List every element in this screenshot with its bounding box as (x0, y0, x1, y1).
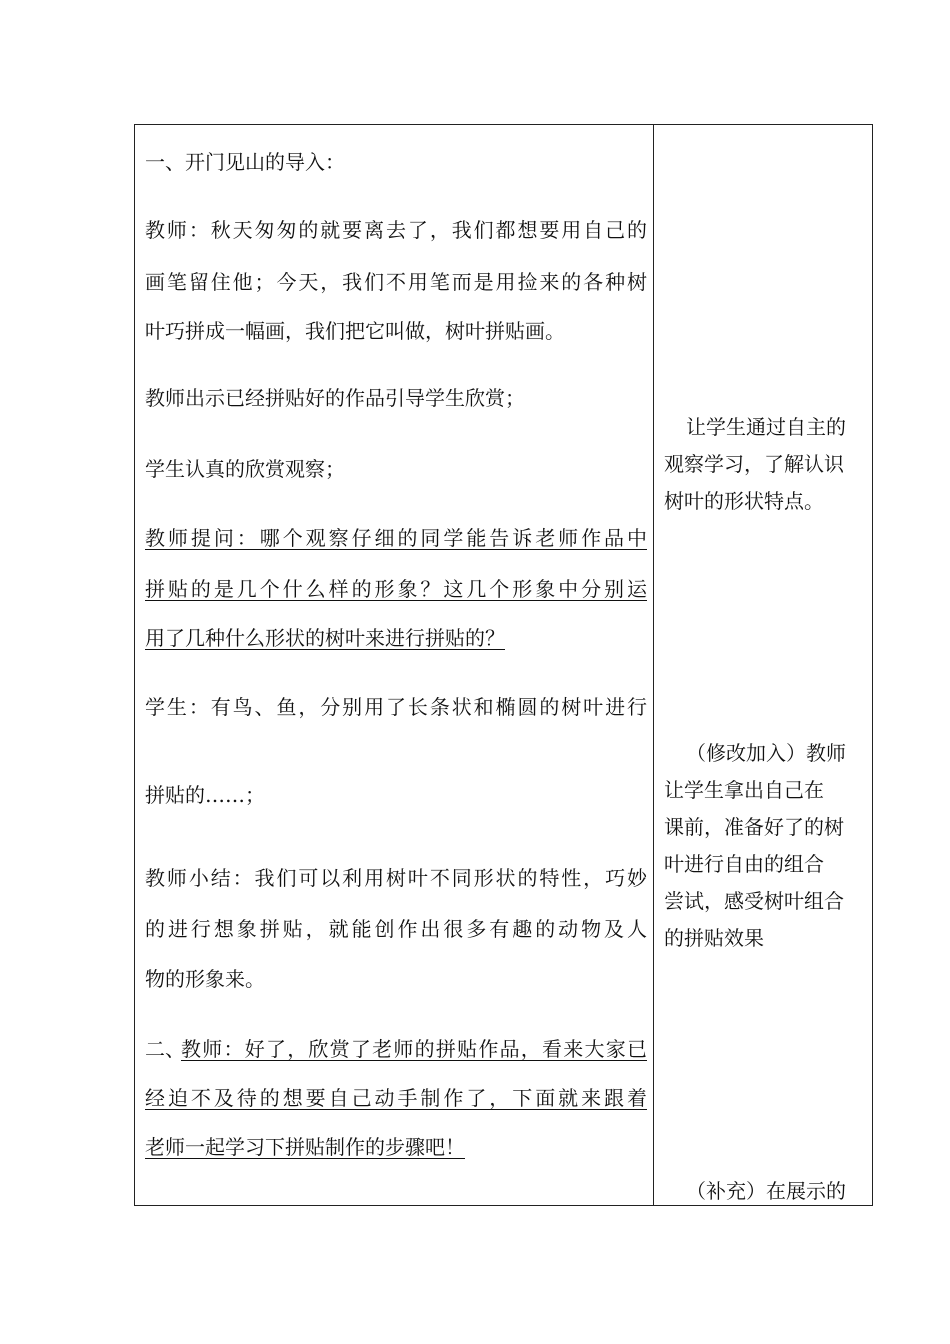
paragraph-line: 叶巧拼成一幅画，我们把它叫做，树叶拼贴画。 (145, 319, 565, 343)
teacher-transition-line: 教师：好了，欣赏了老师的拼贴作品，看来大家已 (181, 1037, 647, 1061)
paragraph-line: 教师出示已经拼贴好的作品引导学生欣赏； (145, 386, 525, 410)
note-line: （补充）在展示的 (686, 1179, 846, 1203)
note-line: 尝试，感受树叶组合 (664, 889, 844, 913)
column-divider (653, 124, 654, 1206)
note-line: 的拼贴效果 (664, 926, 764, 950)
paragraph-line: 画笔留住他；今天，我们不用笔而是用捡来的各种树 (145, 270, 647, 294)
paragraph-line: 教师小结：我们可以利用树叶不同形状的特性，巧妙 (145, 866, 647, 890)
note-line: 让学生通过自主的 (686, 415, 846, 439)
teacher-question-line: 教师提问：哪个观察仔细的同学能告诉老师作品中 (145, 526, 647, 550)
teacher-question-line: 拼贴的是几个什么样的形象？这几个形象中分别运 (145, 577, 647, 601)
paragraph-line: 拼贴的……； (145, 783, 265, 807)
paragraph-line: 的进行想象拼贴，就能创作出很多有趣的动物及人 (145, 917, 647, 941)
teacher-transition-line: 经迫不及待的想要自己动手制作了，下面就来跟着 (145, 1086, 647, 1110)
paragraph-line: 学生认真的欣赏观察； (145, 457, 345, 481)
note-line: 观察学习，了解认识 (664, 452, 844, 476)
note-line: 课前，准备好了的树 (664, 815, 844, 839)
note-line: 叶进行自由的组合 (664, 852, 824, 876)
teacher-transition-line: 老师一起学习下拼贴制作的步骤吧！ (145, 1135, 465, 1159)
note-line: （修改加入）教师 (686, 741, 846, 765)
paragraph-line: 学生：有鸟、鱼，分别用了长条状和椭圆的树叶进行 (145, 695, 647, 719)
note-line: 让学生拿出自己在 (664, 778, 824, 802)
section-heading-intro: 一、开门见山的导入： (145, 150, 345, 174)
teacher-question-line: 用了几种什么形状的树叶来进行拼贴的？ (145, 626, 505, 650)
section-number-two: 二、 (145, 1037, 185, 1061)
note-line: 树叶的形状特点。 (664, 489, 824, 513)
paragraph-line: 教师：秋天匆匆的就要离去了，我们都想要用自己的 (145, 218, 647, 242)
paragraph-line: 物的形象来。 (145, 967, 265, 991)
